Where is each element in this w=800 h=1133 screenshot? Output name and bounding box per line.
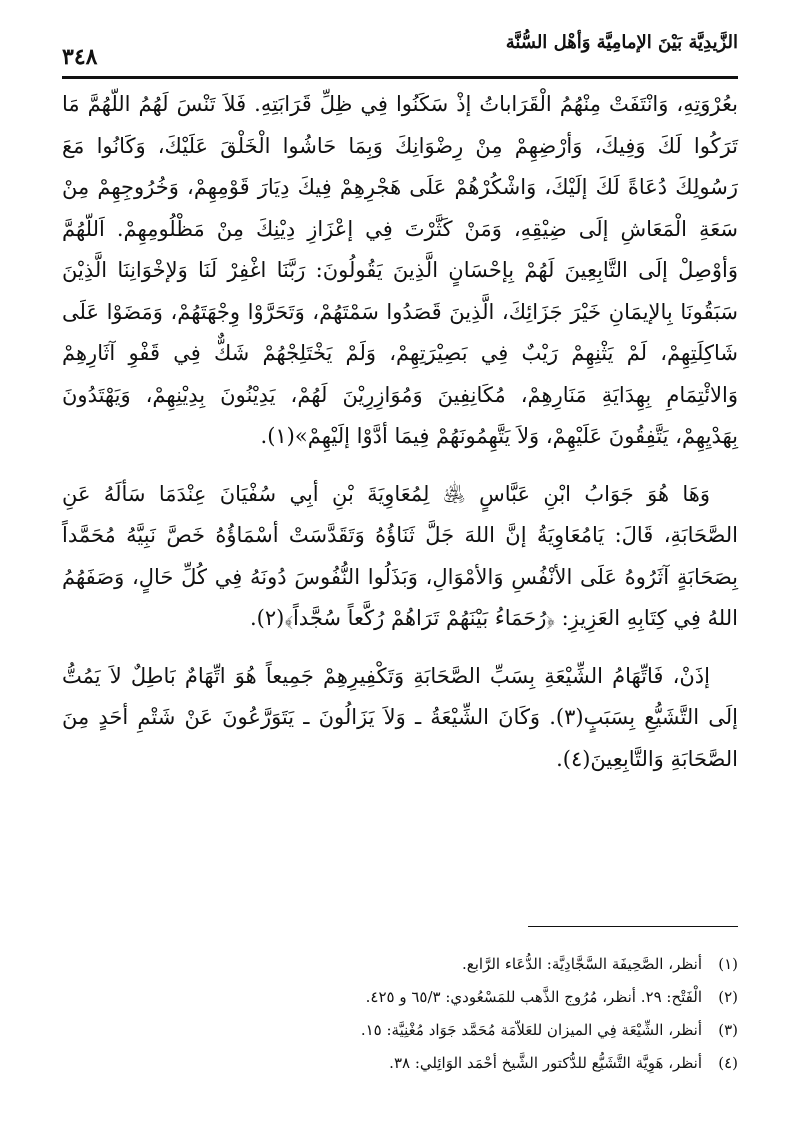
paragraph-1: بعُرْوَتِهِ، وَانْتَفَتْ مِنْهُمُ الْقَرَاباتُ إذْ سَكَنُوا فِي ظِلِّ قَرَابَتِهِ. فَلاَ تَنْسَ لَهُمُ اللّهُمَّ مَا تَرَكُوا لَكَ وَفِيكَ، وَأرْضِهِمْ مِنْ رِضْوَانِكَ وَبِمَا حَاشُوا الْخَلْقَ عَلَيْكَ، وَكَانُوا مَعَ رَسُولِكَ دُعَاةً لَكَ إلَيْكَ، وَاشْكُرْهُمْ عَلَى هَجْرِهِمْ فِيكَ دِيَارَ قَوْمِهِمْ، وَخُرُوجِهِمْ مِنْ سَعَةِ الْمَعَاشِ إلَى ضِيْقِهِ، وَمَنْ كَثَّرْتَ فِي إعْزَازِ دِيْنِكَ مِنْ مَظْلُومِهِمْ. اَللّهُمَّ وَأوْصِلْ إلَى التَّابِعِينَ لَهُمْ بِإحْسَانٍ الَّذِينَ يَقُولُونَ: رَبَّنَا اغْفِرْ لَنَا وَلإخْوَانِنَا الَّذِيْنَ سَبَقُونَا بِالإيمَانِ خَيْرَ جَزَائِكَ، الَّذِينَ قَصَدُوا سَمْتَهُمْ، وَتَحَرَّوْا وِجْهَتَهُمْ، وَمَضَوْا عَلَى شَاكِلَتِهِمْ، لَمْ يَثْنِهِمْ رَيْبٌ فِي بَصِيْرَتِهِمْ، وَلَمْ يَخْتَلِجْهُمْ شَكٌّ فِي قَفْوِ آثَارِهِمْ وَالائْتِمَامِ بِهِدَايَةِ مَنَارِهِمْ، مُكَانِفِينَ وَمُوَازِرِيْنَ لَهُمْ، يَدِيْنُونَ بِدِيْنِهِمْ، وَيَهْتَدُونَ بِهَدْيِهِمْ، يَتَّفِقُونَ عَلَيْهِمْ، وَلاَ يَتَّهِمُونَهُمْ فِيمَا أدَّوْا إلَيْهِمْ»(١). bbox=[62, 92, 738, 448]
paragraph-3: إذَنْ، فَاتِّهَامُ الشِّيْعَةِ بِسَبِّ الصَّحَابَةِ وَتَكْفِيرِهِمْ جَمِيعاً هُوَ اتِّهَامٌ بَاطِلٌ لاَ يَمُتُّ إلَى التَّشَيُّعِ بِسَبَبٍ(٣). وَكَانَ الشِّيْعَةُ ـ وَلاَ يَزَالُونَ ـ يَتَوَرَّعُونَ عَنْ شَتْمِ أحَدٍ مِنَ الصَّحَابَةِ وَالتَّابِعِينَ(٤). bbox=[62, 663, 738, 771]
footnotes bbox=[62, 948, 738, 1080]
footnote-number: (٢) bbox=[718, 988, 738, 1006]
footnote-2 bbox=[62, 981, 738, 1014]
footnote-3 bbox=[62, 1014, 738, 1047]
footnote-4 bbox=[62, 1047, 738, 1080]
running-title: الزَّيدِيَّة بَيْنَ الإمامِيَّة وَأهْل السُّنَّة bbox=[505, 32, 738, 53]
footnote-separator bbox=[528, 926, 738, 927]
header-rule bbox=[62, 76, 738, 79]
footnote-text: أنظر، الشِّيْعَة فِي الميزان للعَلاّمَة مُحَمَّد جَوَاد مُغْنِيَّة: ١٥. bbox=[360, 1021, 702, 1039]
page-header bbox=[62, 30, 738, 74]
footnote-1 bbox=[62, 948, 738, 981]
footnote-number: (٣) bbox=[718, 1021, 738, 1039]
footnote-number: (١) bbox=[718, 955, 738, 973]
footnote-text: أنظر، الصَّحِيفَة السَّجَّادِيَّة: الدُّعَاء الرَّابع. bbox=[461, 955, 702, 973]
main-text bbox=[62, 84, 738, 780]
footnote-text: الْفَتْح: ٢٩. أنظر، مُرُوج الذَّهب للمَسْعُودي: ٦٥/٣ و ٤٢٥. bbox=[365, 988, 702, 1006]
paragraph-2: وَهَا هُوَ جَوَابُ ابْنِ عَبَّاسٍ ﵁ لِمُعَاوِيَةَ بْنِ أبِي سُفْيَانَ عِنْدَمَا سَألَهُ عَنِ الصَّحَابَةِ، قَالَ: يَامُعَاوِيَةُ إنَّ اللهَ جَلَّ ثَنَاؤُهُ وَتَقَدَّسَتْ أسْمَاؤُهُ خَصَّ نَبِيَّهُ مُحَمَّداً بِصَحَابَةٍ آثَرُوهُ عَلَى الأنْفُسِ وَالأمْوَالِ، وَبَذَلُوا النُّفُوسَ دُونَهُ فِي كُلِّ حَالٍ، وَصَفَهُمُ اللهُ فِي كِتَابِهِ العَزِيزِ: ﴿رُحَمَاءُ بَيْنَهُمْ تَرَاهُمْ رُكَّعاً سُجَّداً﴾(٢). bbox=[62, 481, 738, 630]
page-number: ٣٤٨ bbox=[62, 44, 98, 70]
footnote-number: (٤) bbox=[718, 1054, 738, 1072]
footnote-text: أنظر، هَوِيَّة التَّشَيُّع للدُّكتور الشَّيخ أحْمَد الوَائِلي: ٣٨. bbox=[389, 1054, 702, 1072]
